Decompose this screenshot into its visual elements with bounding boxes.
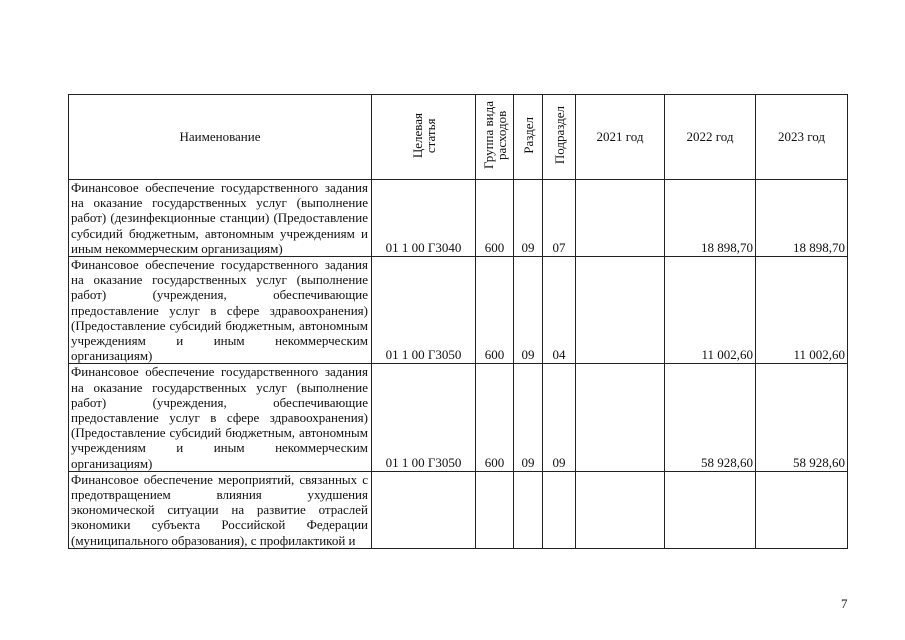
- table-row: [69, 471, 848, 548]
- header-target: Целевая статья: [372, 95, 476, 180]
- header-name: Наименование: [69, 95, 372, 180]
- row-group: [476, 471, 514, 548]
- table-row: [69, 180, 848, 257]
- header-subsection: Подраздел: [543, 95, 576, 180]
- header-2021: 2021 год: [576, 95, 665, 180]
- row-target: [372, 471, 476, 548]
- row-group: 600: [476, 257, 514, 364]
- header-section: Раздел: [514, 95, 543, 180]
- row-subsection: [543, 471, 576, 548]
- row-section: 09: [514, 364, 543, 471]
- budget-table: [68, 94, 848, 549]
- row-subsection: 07: [543, 180, 576, 257]
- header-2022: 2022 год: [665, 95, 756, 180]
- row-target: 01 1 00 Г3050: [372, 257, 476, 364]
- row-name: Финансовое обеспечение мероприятий, связанных с предотвращением влияния ухудшения экономической ситуации на развитие отраслей экономики субъекта Российской Федерации (муниципального образования), с профилактикой и: [69, 471, 372, 548]
- row-section: [514, 471, 543, 548]
- row-section: 09: [514, 257, 543, 364]
- header-row: [69, 95, 848, 180]
- row-2023: 58 928,60: [756, 364, 848, 471]
- row-target: 01 1 00 Г3050: [372, 364, 476, 471]
- row-name: Финансовое обеспечение государственного задания на оказание государственных услуг (выполнение работ) (дезинфекционные станции) (Предоставление субсидий бюджетным, автономным учреждениям и иным некоммерческим организациям): [69, 180, 372, 257]
- row-2021: [576, 364, 665, 471]
- row-group: 600: [476, 180, 514, 257]
- header-2023: 2023 год: [756, 95, 848, 180]
- row-2021: [576, 471, 665, 548]
- row-subsection: 04: [543, 257, 576, 364]
- row-2021: [576, 257, 665, 364]
- row-subsection: 09: [543, 364, 576, 471]
- row-2023: 11 002,60: [756, 257, 848, 364]
- row-2022: [665, 471, 756, 548]
- row-2022: 18 898,70: [665, 180, 756, 257]
- row-section: 09: [514, 180, 543, 257]
- table-row: [69, 364, 848, 471]
- row-2022: 58 928,60: [665, 364, 756, 471]
- row-group: 600: [476, 364, 514, 471]
- header-group: Группа вида расходов: [476, 95, 514, 180]
- row-name: Финансовое обеспечение государственного задания на оказание государственных услуг (выполнение работ) (учреждения, обеспечивающие предоставление услуг в сфере здравоохранения) (Предоставление субсидий бюджетным, автономным учреждениям и иным некоммерческим организациям): [69, 257, 372, 364]
- table-row: [69, 257, 848, 364]
- page-number: 7: [841, 596, 848, 611]
- row-2023: 18 898,70: [756, 180, 848, 257]
- row-name: Финансовое обеспечение государственного задания на оказание государственных услуг (выполнение работ) (учреждения, обеспечивающие предоставление услуг в сфере здравоохранения) (Предоставление субсидий бюджетным, автономным учреждениям и иным некоммерческим организациям): [69, 364, 372, 471]
- row-2022: 11 002,60: [665, 257, 756, 364]
- row-2021: [576, 180, 665, 257]
- row-2023: [756, 471, 848, 548]
- row-target: 01 1 00 Г3040: [372, 180, 476, 257]
